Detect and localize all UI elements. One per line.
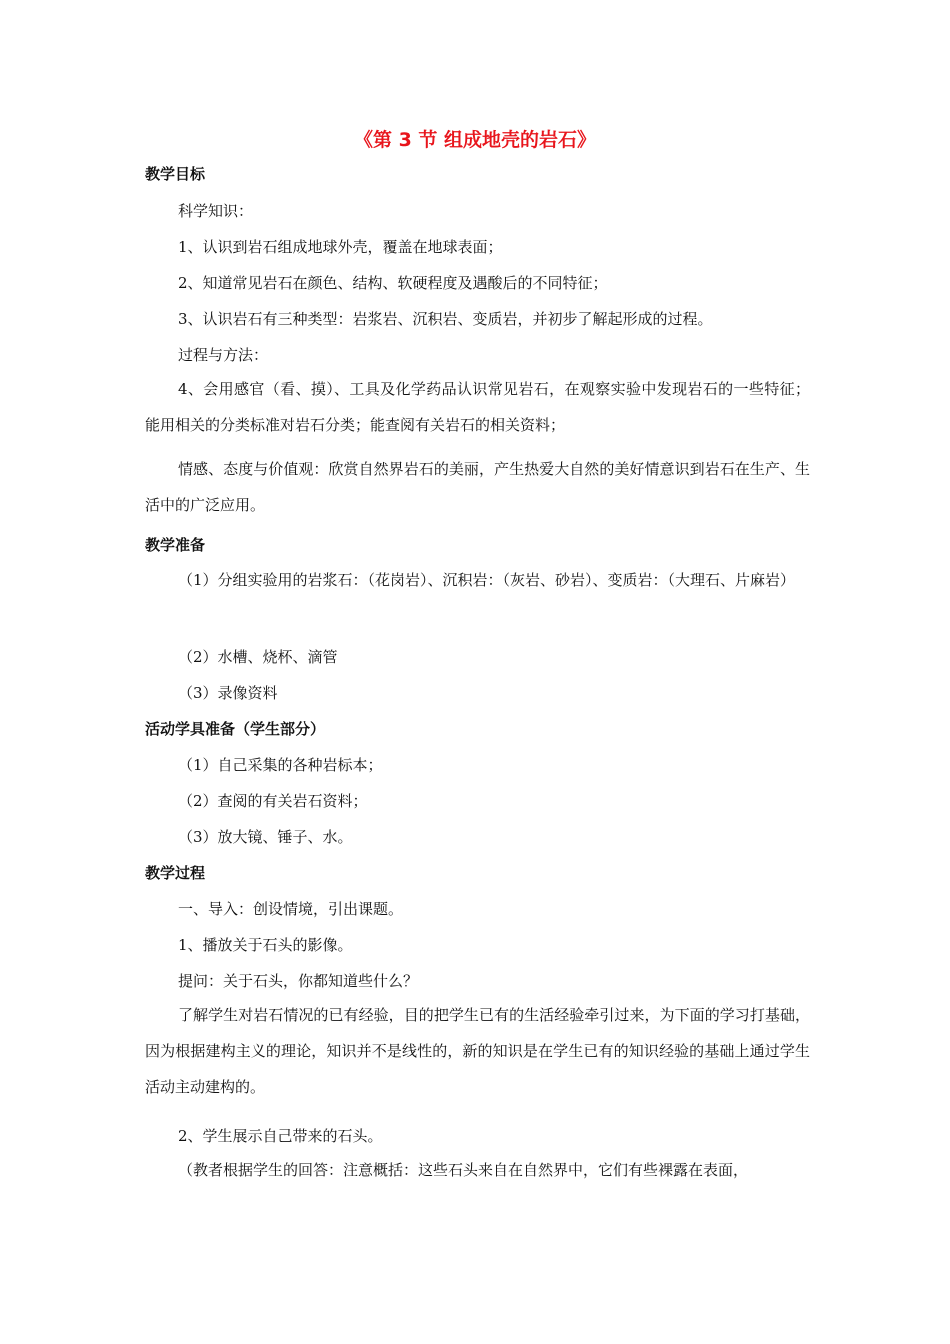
- heading-process: 教学过程: [145, 864, 206, 882]
- process-paragraph: 了解学生对岩石情况的已有经验，目的把学生已有的生活经验牵引过来，为下面的学习打基础，因为根据建构主义的理论，知识并不是线性的，新的知识是在学生已有的知识经验的基础上通过学生活动主动建构的。: [145, 1006, 810, 1096]
- objective-item-3: 3、认识岩石有三种类型：岩浆岩、沉积岩、变质岩，并初步了解起形成的过程。: [178, 310, 713, 328]
- process-question: 提问：关于石头，你都知道些什么？: [178, 972, 419, 990]
- objective-item-4: 4、会用感官（看、摸）、工具及化学药品认识常见岩石，在观察实验中发现岩石的一些特征；能用相关的分类标准对岩石分类；能查阅有关岩石的相关资料；: [145, 380, 810, 434]
- process-note: （教者根据学生的回答：注意概括：这些石头来自在自然界中，它们有些裸露在表面，: [178, 1161, 749, 1179]
- heading-objectives: 教学目标: [145, 165, 206, 183]
- student-prep-item-2: （2）查阅的有关岩石资料；: [178, 792, 368, 810]
- process-label: 过程与方法：: [178, 346, 269, 364]
- preparation-item-2: （2）水槽、烧杯、滴管: [178, 648, 338, 666]
- process-intro: 一、导入：创设情境，引出课题。: [178, 900, 404, 918]
- student-prep-item-1: （1）自己采集的各种岩标本；: [178, 756, 383, 774]
- objective-item-1: 1、认识到岩石组成地球外壳，覆盖在地球表面；: [178, 238, 503, 256]
- process-step-1: 1、播放关于石头的影像。: [178, 936, 353, 954]
- document-title: 《第 3 节 组成地壳的岩石》: [353, 129, 597, 151]
- objective-item-2: 2、知道常见岩石在颜色、结构、软硬程度及遇酸后的不同特征；: [178, 274, 608, 292]
- emotion-objective: 情感、态度与价值观：欣赏自然界岩石的美丽，产生热爱大自然的美好情意识到岩石在生产、生活中的广泛应用。: [145, 460, 810, 514]
- student-prep-item-3: （3）放大镜、锤子、水。: [178, 828, 353, 846]
- heading-preparation: 教学准备: [145, 536, 206, 554]
- process-step-2: 2、学生展示自己带来的石头。: [178, 1127, 383, 1145]
- heading-student-prep: 活动学具准备（学生部分）: [145, 720, 326, 738]
- preparation-item-1: （1）分组实验用的岩浆石：（花岗岩）、沉积岩：（灰岩、砂岩）、变质岩：（大理石、片麻岩）: [178, 571, 796, 589]
- preparation-item-3: （3）录像资料: [178, 684, 278, 702]
- knowledge-label: 科学知识：: [178, 202, 254, 220]
